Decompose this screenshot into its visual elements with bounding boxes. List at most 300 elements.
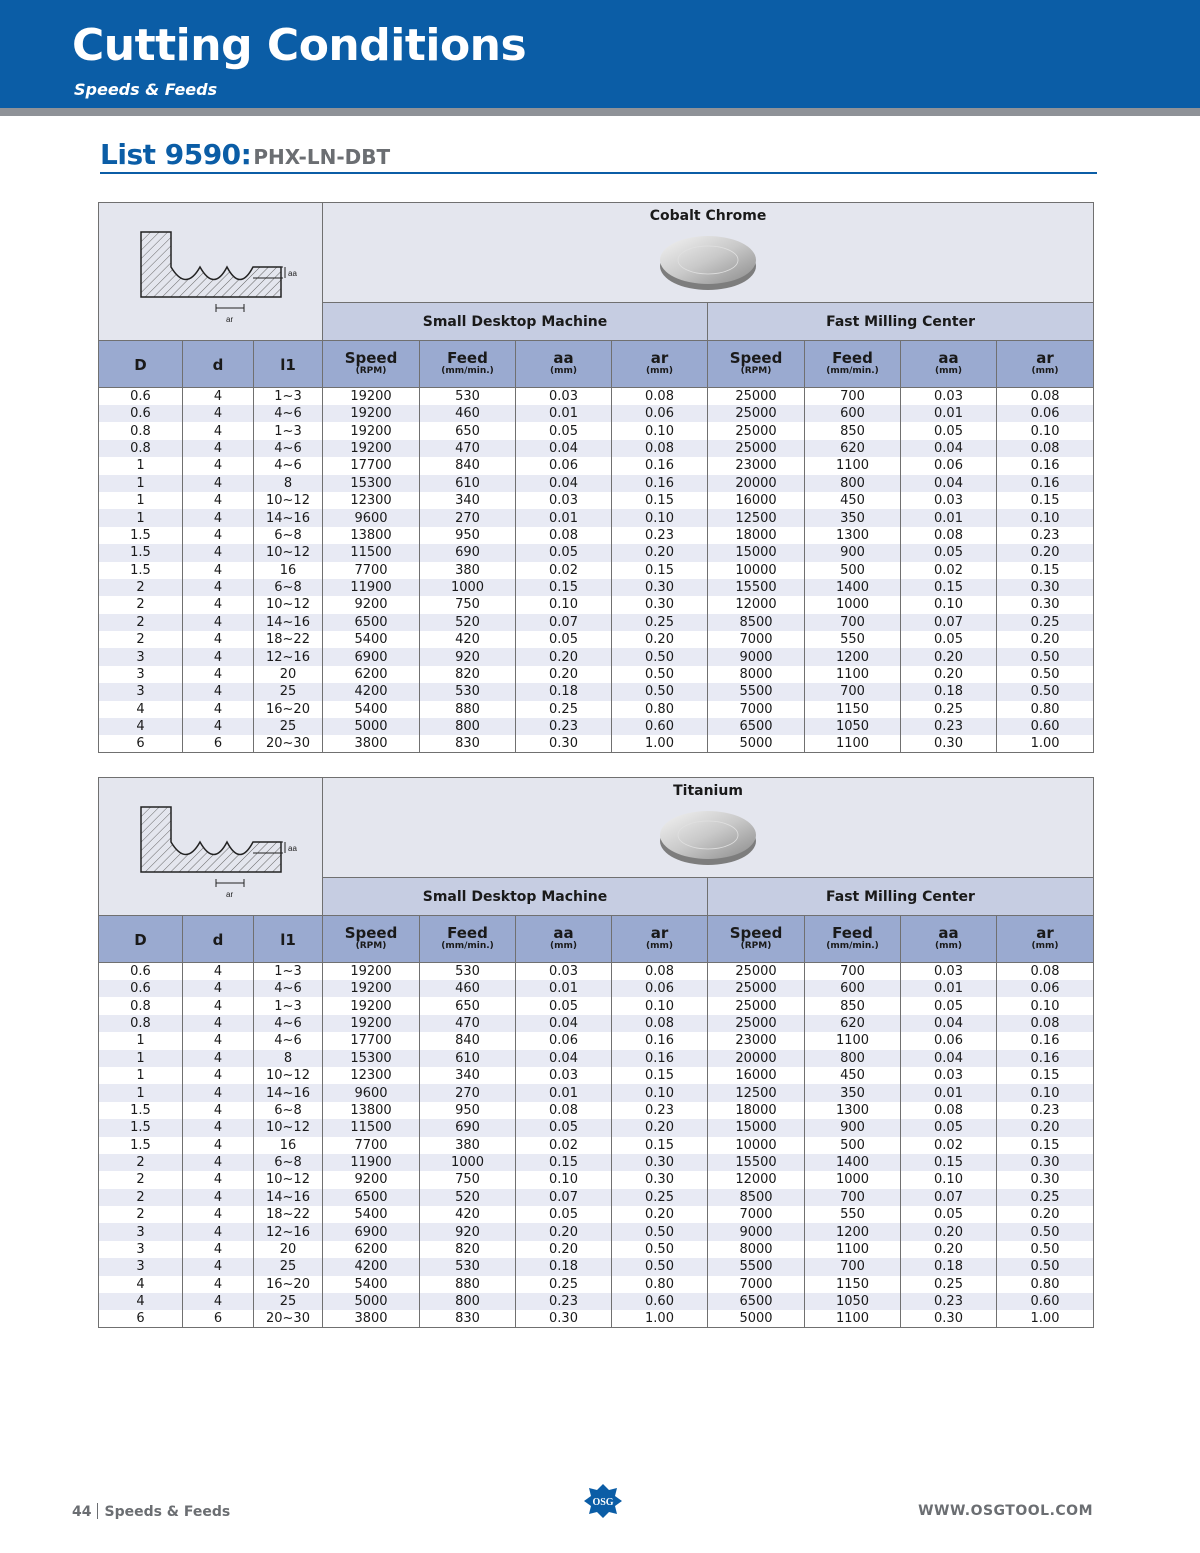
col-header-d: d (183, 341, 254, 388)
table-cell: 0.03 (901, 963, 997, 981)
table-cell: 20~30 (254, 1310, 323, 1328)
table-cell: 5400 (323, 631, 420, 648)
table-cell: 4 (183, 1258, 254, 1275)
footer-section: Speeds & Feeds (104, 1504, 231, 1520)
table-cell: 450 (805, 1067, 901, 1084)
table-cell: 0.50 (997, 648, 1094, 665)
table-cell: 0.10 (516, 1171, 612, 1188)
col-header-feed: Feed (mm/min.) (805, 916, 901, 963)
table-cell: 2 (99, 596, 183, 613)
table-cell: 850 (805, 997, 901, 1014)
table-cell: 8500 (708, 1189, 805, 1206)
table-cell: 19200 (323, 388, 420, 406)
table-cell: 0.6 (99, 980, 183, 997)
table-cell: 0.6 (99, 963, 183, 981)
table-cell: 5500 (708, 683, 805, 700)
table-cell: 4 (183, 614, 254, 631)
table-cell: 800 (805, 1050, 901, 1067)
table-cell: 1200 (805, 1223, 901, 1240)
table-cell: 0.15 (997, 562, 1094, 579)
table-cell: 6~8 (254, 527, 323, 544)
table-cell: 3 (99, 1223, 183, 1240)
table-cell: 0.25 (997, 1189, 1094, 1206)
table-cell: 11500 (323, 1119, 420, 1136)
table-cell: 700 (805, 388, 901, 406)
table-cell: 1 (99, 457, 183, 474)
table-cell: 0.06 (612, 405, 708, 422)
table-cell: 0.04 (516, 475, 612, 492)
fast-milling-center-header: Fast Milling Center (708, 878, 1094, 916)
table-row (99, 1102, 1094, 1119)
table-cell: 0.05 (516, 631, 612, 648)
table-cell: 900 (805, 544, 901, 561)
table-row (99, 405, 1094, 422)
table-cell: 1.5 (99, 544, 183, 561)
table-cell: 0.15 (612, 492, 708, 509)
table-cell: 0.10 (997, 509, 1094, 526)
table-cell: 380 (420, 1137, 516, 1154)
table-cell: 0.10 (997, 422, 1094, 439)
table-cell: 0.06 (901, 457, 997, 474)
col-header-ar: ar (mm) (997, 916, 1094, 963)
table-cell: 3 (99, 683, 183, 700)
table-cell: 0.20 (612, 631, 708, 648)
table-cell: 750 (420, 596, 516, 613)
table-cell: 0.08 (516, 1102, 612, 1119)
table-cell: 1000 (420, 1154, 516, 1171)
table-cell: 4 (183, 562, 254, 579)
table-row (99, 596, 1094, 613)
table-cell: 340 (420, 1067, 516, 1084)
svg-text:ar: ar (225, 890, 233, 899)
table-cell: 0.03 (901, 492, 997, 509)
table-cell: 12~16 (254, 648, 323, 665)
table-cell: 0.30 (997, 1154, 1094, 1171)
table-cell: 420 (420, 631, 516, 648)
table-cell: 16 (254, 1137, 323, 1154)
table-cell: 0.60 (997, 718, 1094, 735)
table-cell: 0.20 (901, 1241, 997, 1258)
table-cell: 1400 (805, 1154, 901, 1171)
table-cell: 0.30 (997, 596, 1094, 613)
table-cell: 620 (805, 440, 901, 457)
table-cell: 800 (805, 475, 901, 492)
table-cell: 1200 (805, 648, 901, 665)
table-cell: 0.25 (612, 1189, 708, 1206)
table-cell: 0.15 (612, 1067, 708, 1084)
page-title: Cutting Conditions (72, 20, 527, 71)
table-cell: 4 (183, 422, 254, 439)
table-cell: 20000 (708, 1050, 805, 1067)
table-cell: 0.30 (612, 1171, 708, 1188)
table-cell: 3 (99, 1241, 183, 1258)
table-cell: 0.23 (997, 1102, 1094, 1119)
table-cell: 2 (99, 579, 183, 596)
table-cell: 5000 (323, 718, 420, 735)
table-cell: 10000 (708, 562, 805, 579)
table-row (99, 666, 1094, 683)
table-cell: 4 (183, 388, 254, 406)
table-cell: 0.06 (997, 405, 1094, 422)
table-cell: 0.10 (612, 997, 708, 1014)
table-cell: 0.05 (901, 1206, 997, 1223)
table-row (99, 1050, 1094, 1067)
table-row (99, 1189, 1094, 1206)
table-cell: 4 (183, 980, 254, 997)
table-cell: 690 (420, 1119, 516, 1136)
table-cell: 0.01 (901, 1084, 997, 1101)
material-sample-icon (658, 230, 758, 292)
table-cell: 16 (254, 562, 323, 579)
table-row (99, 1015, 1094, 1032)
table-cell: 3 (99, 666, 183, 683)
table-row (99, 648, 1094, 665)
table-cell: 0.15 (612, 562, 708, 579)
table-row (99, 614, 1094, 631)
col-header-ar: ar (mm) (612, 341, 708, 388)
table-cell: 1000 (805, 596, 901, 613)
table-cell: 830 (420, 1310, 516, 1328)
table-cell: 15500 (708, 1154, 805, 1171)
table-row (99, 1310, 1094, 1328)
table-cell: 5400 (323, 1276, 420, 1293)
table-cell: 0.01 (516, 980, 612, 997)
table-cell: 460 (420, 980, 516, 997)
table-cell: 0.25 (901, 1276, 997, 1293)
table-cell: 0.50 (612, 1241, 708, 1258)
table-cell: 4 (183, 440, 254, 457)
table-row (99, 735, 1094, 753)
table-cell: 6200 (323, 666, 420, 683)
table-cell: 0.16 (612, 475, 708, 492)
table-cell: 530 (420, 683, 516, 700)
table-cell: 4 (183, 1241, 254, 1258)
table-cell: 9000 (708, 648, 805, 665)
table-cell: 380 (420, 562, 516, 579)
table-cell: 6200 (323, 1241, 420, 1258)
table-cell: 350 (805, 1084, 901, 1101)
table-cell: 4200 (323, 683, 420, 700)
table-cell: 7000 (708, 1206, 805, 1223)
table-cell: 4 (183, 1276, 254, 1293)
table-cell: 2 (99, 1206, 183, 1223)
table-cell: 0.16 (997, 457, 1094, 474)
col-header-feed: Feed (mm/min.) (420, 341, 516, 388)
table-cell: 4 (183, 405, 254, 422)
table-cell: 950 (420, 1102, 516, 1119)
table-cell: 8 (254, 1050, 323, 1067)
table-cell: 0.20 (901, 1223, 997, 1240)
table-cell: 0.16 (612, 1032, 708, 1049)
table-cell: 10000 (708, 1137, 805, 1154)
table-cell: 4 (183, 596, 254, 613)
table-row (99, 527, 1094, 544)
table-cell: 0.07 (516, 614, 612, 631)
table-cell: 0.05 (516, 1119, 612, 1136)
table-cell: 8000 (708, 666, 805, 683)
col-header-feed: Feed (mm/min.) (805, 341, 901, 388)
table-cell: 700 (805, 1258, 901, 1275)
table-cell: 4~6 (254, 457, 323, 474)
table-cell: 0.6 (99, 388, 183, 406)
table-cell: 15300 (323, 1050, 420, 1067)
table-row (99, 492, 1094, 509)
table-cell: 4 (183, 579, 254, 596)
table-cell: 0.50 (997, 1258, 1094, 1275)
table-cell: 0.30 (612, 596, 708, 613)
table-cell: 520 (420, 1189, 516, 1206)
table-cell: 0.25 (516, 701, 612, 718)
small-desktop-machine-header: Small Desktop Machine (323, 303, 708, 341)
table-cell: 0.04 (901, 1015, 997, 1032)
table-cell: 19200 (323, 1015, 420, 1032)
table-cell: 880 (420, 701, 516, 718)
table-cell: 7700 (323, 1137, 420, 1154)
table-cell: 0.50 (997, 683, 1094, 700)
table-cell: 14~16 (254, 614, 323, 631)
table-cell: 6 (99, 735, 183, 753)
table-cell: 4 (183, 1067, 254, 1084)
table-cell: 0.01 (516, 1084, 612, 1101)
table-cell: 25 (254, 1258, 323, 1275)
table-cell: 700 (805, 1189, 901, 1206)
table-cell: 0.20 (516, 1241, 612, 1258)
table-cell: 0.20 (612, 1119, 708, 1136)
table-cell: 0.20 (901, 648, 997, 665)
table-cell: 350 (805, 509, 901, 526)
table-cell: 1~3 (254, 997, 323, 1014)
list-heading (100, 138, 390, 171)
small-desktop-machine-header: Small Desktop Machine (323, 878, 708, 916)
table-cell: 0.20 (516, 1223, 612, 1240)
table-cell: 0.08 (997, 388, 1094, 406)
table-cell: 25 (254, 1293, 323, 1310)
table-row (99, 718, 1094, 735)
table-cell: 1100 (805, 1032, 901, 1049)
table-cell: 0.01 (901, 980, 997, 997)
table-cell: 4~6 (254, 405, 323, 422)
list-number: List 9590: (100, 138, 252, 171)
table-cell: 0.10 (901, 1171, 997, 1188)
table-cell: 16000 (708, 1067, 805, 1084)
table-cell: 1100 (805, 1241, 901, 1258)
table-cell: 14~16 (254, 509, 323, 526)
table-cell: 25000 (708, 388, 805, 406)
table-cell: 16000 (708, 492, 805, 509)
table-cell: 4~6 (254, 440, 323, 457)
table-cell: 5000 (708, 735, 805, 753)
table-cell: 3 (99, 648, 183, 665)
table-cell: 1.5 (99, 562, 183, 579)
table-cell: 840 (420, 1032, 516, 1049)
table-cell: 270 (420, 509, 516, 526)
table-cell: 0.30 (997, 1171, 1094, 1188)
footer-divider (97, 1503, 98, 1519)
table-cell: 0.06 (516, 1032, 612, 1049)
table-cell: 0.10 (901, 596, 997, 613)
table-cell: 690 (420, 544, 516, 561)
table-cell: 8000 (708, 1241, 805, 1258)
table-cell: 0.15 (516, 579, 612, 596)
table-cell: 0.20 (516, 648, 612, 665)
list-code: PHX-LN-DBT (253, 145, 391, 169)
table-cell: 1100 (805, 735, 901, 753)
table-cell: 4 (183, 648, 254, 665)
table-cell: 5400 (323, 701, 420, 718)
table-cell: 18~22 (254, 1206, 323, 1223)
table-cell: 1.5 (99, 1102, 183, 1119)
table-cell: 4 (183, 457, 254, 474)
table-cell: 0.08 (612, 1015, 708, 1032)
table-cell: 8 (254, 475, 323, 492)
table-cell: 1.5 (99, 1137, 183, 1154)
table-cell: 11900 (323, 579, 420, 596)
table-cell: 800 (420, 718, 516, 735)
table-row (99, 475, 1094, 492)
table-cell: 0.06 (997, 980, 1094, 997)
table-cell: 7000 (708, 631, 805, 648)
table-row (99, 701, 1094, 718)
table-cell: 10~12 (254, 544, 323, 561)
table-cell: 5000 (708, 1310, 805, 1328)
table-cell: 600 (805, 405, 901, 422)
table-cell: 0.15 (901, 579, 997, 596)
table-cell: 0.10 (997, 1084, 1094, 1101)
table-cell: 25000 (708, 997, 805, 1014)
col-header-ar: ar (mm) (997, 341, 1094, 388)
table-cell: 0.20 (997, 631, 1094, 648)
table-cell: 12500 (708, 509, 805, 526)
table-cell: 19200 (323, 963, 420, 981)
table-cell: 0.20 (997, 1206, 1094, 1223)
table-cell: 850 (805, 422, 901, 439)
table-cell: 25000 (708, 980, 805, 997)
table-cell: 1100 (805, 457, 901, 474)
table-cell: 4 (99, 1293, 183, 1310)
table-cell: 0.03 (901, 388, 997, 406)
table-cell: 13800 (323, 527, 420, 544)
table-cell: 23000 (708, 457, 805, 474)
table-cell: 11500 (323, 544, 420, 561)
table-row (99, 422, 1094, 439)
table-cell: 19200 (323, 980, 420, 997)
col-header-d: d (183, 916, 254, 963)
table-cell: 12300 (323, 492, 420, 509)
table-cell: 0.03 (516, 388, 612, 406)
table-row (99, 1067, 1094, 1084)
table-cell: 4~6 (254, 1032, 323, 1049)
table-cell: 0.16 (612, 457, 708, 474)
table-row (99, 980, 1094, 997)
cut-profile-icon (111, 212, 311, 327)
table-cell: 0.08 (997, 963, 1094, 981)
table-cell: 2 (99, 1154, 183, 1171)
table-cell: 0.01 (901, 509, 997, 526)
table-cell: 750 (420, 1171, 516, 1188)
table-cell: 18000 (708, 1102, 805, 1119)
table-cell: 500 (805, 1137, 901, 1154)
table-cell: 0.80 (997, 1276, 1094, 1293)
table-cell: 0.80 (612, 1276, 708, 1293)
table-cell: 920 (420, 1223, 516, 1240)
table-cell: 460 (420, 405, 516, 422)
table-cell: 530 (420, 1258, 516, 1275)
table-cell: 0.16 (997, 1032, 1094, 1049)
table-cell: 4 (183, 1015, 254, 1032)
table-cell: 340 (420, 492, 516, 509)
table-cell: 0.18 (516, 683, 612, 700)
table-row (99, 1032, 1094, 1049)
table-cell: 0.03 (516, 492, 612, 509)
table-cell: 4 (183, 963, 254, 981)
table-cell: 12000 (708, 1171, 805, 1188)
table-cell: 15500 (708, 579, 805, 596)
table-cell: 0.8 (99, 997, 183, 1014)
table-cell: 0.25 (901, 701, 997, 718)
table-cell: 600 (805, 980, 901, 997)
table-cell: 1 (99, 492, 183, 509)
table-cell: 0.30 (901, 1310, 997, 1328)
table-cell: 10~12 (254, 1171, 323, 1188)
table-cell: 0.20 (997, 1119, 1094, 1136)
table-cell: 1 (99, 1050, 183, 1067)
table-cell: 0.18 (901, 1258, 997, 1275)
table-cell: 0.50 (997, 1223, 1094, 1240)
table-cell: 4 (183, 527, 254, 544)
table-cell: 4 (183, 718, 254, 735)
table-cell: 920 (420, 648, 516, 665)
table-cell: 6 (183, 735, 254, 753)
table-cell: 0.03 (901, 1067, 997, 1084)
table-cell: 0.15 (612, 1137, 708, 1154)
table-cell: 1150 (805, 1276, 901, 1293)
table-cell: 420 (420, 1206, 516, 1223)
table-cell: 10~12 (254, 1067, 323, 1084)
table-cell: 0.02 (901, 562, 997, 579)
table-cell: 19200 (323, 422, 420, 439)
table-cell: 20 (254, 1241, 323, 1258)
table-cell: 0.23 (516, 718, 612, 735)
table-cell: 820 (420, 666, 516, 683)
table-row (99, 1154, 1094, 1171)
table-row (99, 562, 1094, 579)
table-cell: 0.07 (516, 1189, 612, 1206)
table-row (99, 457, 1094, 474)
table-cell: 1~3 (254, 422, 323, 439)
table-cell: 880 (420, 1276, 516, 1293)
table-cell: 1.00 (997, 735, 1094, 753)
table-cell: 0.18 (901, 683, 997, 700)
table-cell: 840 (420, 457, 516, 474)
table-cell: 620 (805, 1015, 901, 1032)
table-cell: 0.20 (516, 666, 612, 683)
table-cell: 1 (99, 475, 183, 492)
table-cell: 0.50 (612, 666, 708, 683)
table-row (99, 579, 1094, 596)
table-cell: 0.50 (997, 1241, 1094, 1258)
table-cell: 470 (420, 1015, 516, 1032)
table-cell: 9200 (323, 1171, 420, 1188)
table-cell: 0.04 (901, 1050, 997, 1067)
table-cell: 0.6 (99, 405, 183, 422)
table-cell: 0.50 (612, 648, 708, 665)
table-row (99, 631, 1094, 648)
page-header (0, 0, 1200, 108)
table-cell: 4 (183, 509, 254, 526)
table-cell: 0.50 (612, 1258, 708, 1275)
table-cell: 12~16 (254, 1223, 323, 1240)
table-cell: 0.10 (612, 509, 708, 526)
